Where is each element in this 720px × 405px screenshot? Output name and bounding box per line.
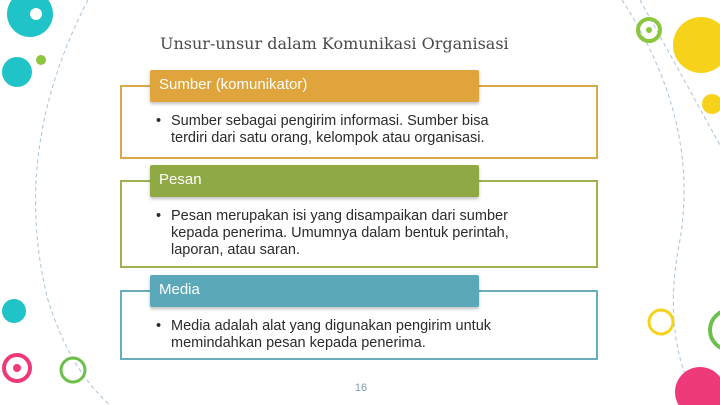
teal-circle-small <box>2 57 32 87</box>
white-dot <box>30 8 42 20</box>
text-line: kepada penerima. Umumnya dalam bentuk perintah, <box>171 225 509 241</box>
page-number: 16 <box>354 382 368 394</box>
section-sumber-text <box>156 113 489 147</box>
teal-circle-left-mid <box>2 299 26 323</box>
teal-circle-large <box>7 0 53 37</box>
bullet: • <box>156 318 162 334</box>
section-media-header: Media <box>150 275 479 307</box>
section-sumber-header: Sumber (komunikator) <box>150 70 479 102</box>
green-ring-bottom-right <box>710 310 720 350</box>
bullet: • <box>156 113 162 129</box>
yellow-circle-top-right <box>673 17 720 73</box>
pink-dot-left <box>13 364 21 372</box>
lime-dot <box>36 55 46 65</box>
section-pesan-header: Pesan <box>150 165 479 197</box>
lime-ring-center <box>646 27 652 33</box>
green-ring-bottom <box>61 358 85 382</box>
section-media-text <box>156 318 492 352</box>
text-line: Sumber sebagai pengirim informasi. Sumber bisa <box>171 113 489 129</box>
yellow-circle-small <box>702 94 720 114</box>
text-line: Media adalah alat yang digunakan pengirim untuk <box>171 318 492 334</box>
text-line: Pesan merupakan isi yang disampaikan dari sumber <box>171 208 508 224</box>
text-line: memindahkan pesan kepada penerima. <box>171 335 426 351</box>
yellow-ring-bottom-right <box>649 310 673 334</box>
text-line: terdiri dari satu orang, kelompok atau organisasi. <box>171 130 485 146</box>
section-pesan-text <box>156 208 509 259</box>
dashed-arc-left <box>36 0 110 405</box>
bullet: • <box>156 208 162 224</box>
slide-title: Unsur-unsur dalam Komunikasi Organisasi <box>160 34 509 53</box>
text-line: laporan, atau saran. <box>171 242 300 258</box>
pink-circle-bottom-right <box>675 367 720 405</box>
